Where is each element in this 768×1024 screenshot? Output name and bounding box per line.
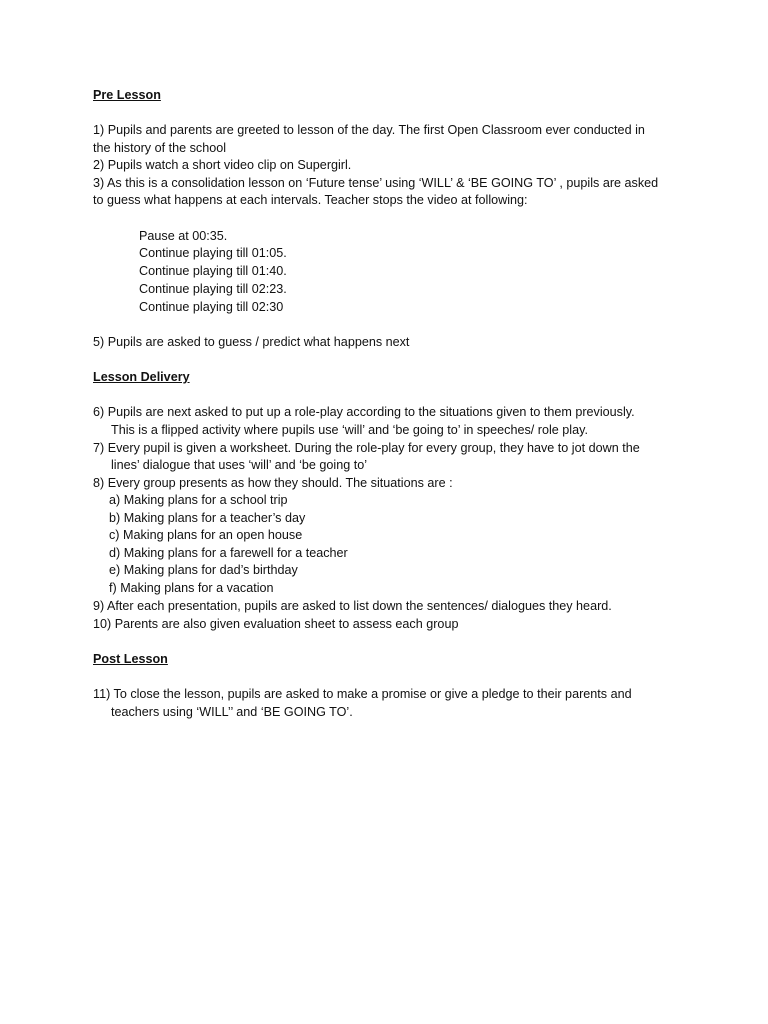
item-7-line-1: 7) Every pupil is given a worksheet. During the role-play for every group, they have to jot down the — [93, 441, 640, 455]
item-2: 2) Pupils watch a short video clip on Supergirl. — [93, 158, 352, 172]
situation-item: b) Making plans for a teacher’s day — [109, 511, 306, 525]
situation-item: c) Making plans for an open house — [109, 528, 303, 542]
pause-item: Continue playing till 02:23. — [139, 282, 287, 296]
item-7-line-2: lines’ dialogue that uses ‘will’ and ‘be going to’ — [111, 458, 368, 472]
heading-post-lesson: Post Lesson — [93, 652, 168, 666]
item-5: 5) Pupils are asked to guess / predict what happens next — [93, 335, 410, 349]
item-6-line-2: This is a flipped activity where pupils use ‘will’ and ‘be going to’ in speeches/ role play. — [111, 423, 588, 437]
item-3-line-1: 3) As this is a consolidation lesson on ‘Future tense’ using ‘WILL’ & ‘BE GOING TO’ , pupils are asked — [93, 176, 659, 190]
pause-item: Continue playing till 02:30 — [139, 300, 284, 314]
situation-item: d) Making plans for a farewell for a teacher — [109, 546, 348, 560]
item-11-line-2: teachers using ‘WILL’’ and ‘BE GOING TO’. — [111, 705, 353, 719]
pause-item: Continue playing till 01:40. — [139, 264, 287, 278]
pause-item: Pause at 00:35. — [139, 229, 228, 243]
heading-pre-lesson: Pre Lesson — [93, 88, 161, 102]
item-11-line-1: 11) To close the lesson, pupils are asked to make a promise or give a pledge to their parents and — [93, 687, 632, 701]
item-9: 9) After each presentation, pupils are asked to list down the sentences/ dialogues they heard. — [93, 599, 612, 613]
item-10: 10) Parents are also given evaluation sheet to assess each group — [93, 617, 459, 631]
situation-item: f) Making plans for a vacation — [109, 581, 274, 595]
item-6-line-1: 6) Pupils are next asked to put up a role-play according to the situations given to them previously. — [93, 405, 635, 419]
heading-lesson-delivery: Lesson Delivery — [93, 370, 190, 384]
item-1-line-1: 1) Pupils and parents are greeted to lesson of the day. The first Open Classroom ever conducted in — [93, 123, 645, 137]
item-1-line-2: the history of the school — [93, 141, 227, 155]
item-3-line-2: to guess what happens at each intervals. Teacher stops the video at following: — [93, 193, 528, 207]
item-8: 8) Every group presents as how they should. The situations are : — [93, 476, 453, 490]
situation-item: e) Making plans for dad’s birthday — [109, 563, 298, 577]
pause-item: Continue playing till 01:05. — [139, 246, 287, 260]
situation-item: a) Making plans for a school trip — [109, 493, 288, 507]
